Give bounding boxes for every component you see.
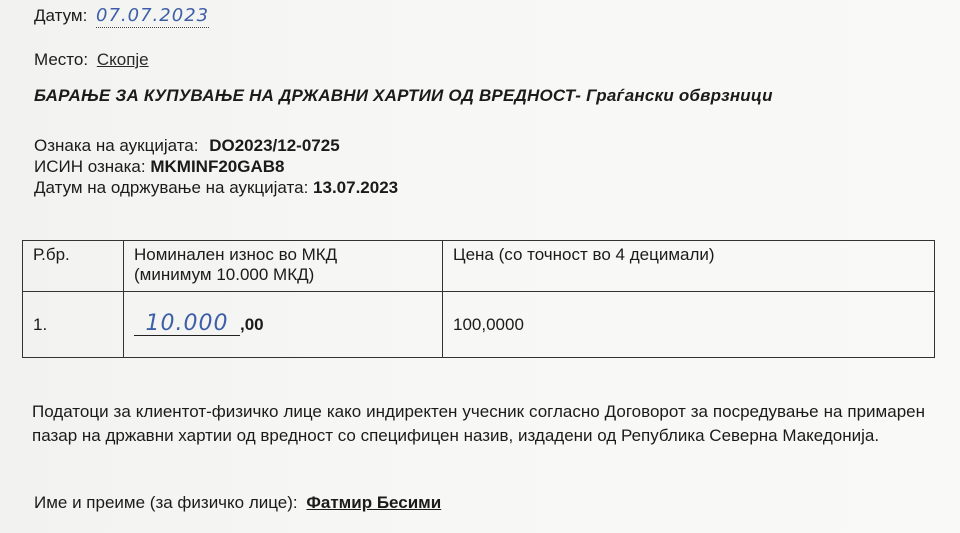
isin-value: MKMINF20GAB8	[150, 157, 285, 176]
bid-table	[22, 240, 935, 358]
place-label: Место:	[34, 50, 89, 69]
header-amount-line1: Номинален износ во МКД	[134, 245, 338, 264]
name-value[interactable]: Фатмир Бесими	[306, 493, 442, 512]
isin-label: ИСИН ознака:	[34, 157, 146, 176]
place-line	[34, 50, 149, 70]
row-number: 1.	[23, 292, 124, 358]
header-amount-line2: (минимум 10.000 МКД)	[134, 265, 315, 284]
header-price: Цена (со точност во 4 децимали)	[443, 241, 935, 292]
title-main: БАРАЊЕ ЗА КУПУВАЊЕ НА ДРЖАВНИ ХАРТИИ ОД ВРЕДНОСТ-	[34, 86, 582, 105]
auction-date-line	[34, 178, 398, 198]
auction-date-label: Датум на одржување на аукцијата:	[34, 178, 309, 197]
client-info-paragraph: Податоци за клиентот-физичко лице како индиректен учесник согласно Договорот за посредување на примарен пазар на државни хартии од вредност со специфицен назив, издадени од Република Северна Македонија.	[32, 402, 925, 445]
header-amount	[124, 241, 443, 292]
date-value[interactable]: 07.07.2023	[96, 5, 210, 26]
auction-code-line	[34, 136, 340, 156]
place-value[interactable]: Скопје	[96, 50, 149, 69]
auction-code-label: Ознака на аукцијата:	[34, 136, 199, 155]
auction-code-value: DO2023/12-0725	[209, 136, 340, 155]
table-row	[23, 292, 935, 358]
date-line	[34, 5, 209, 26]
date-label: Датум:	[34, 6, 88, 25]
price-cell: 100,0000	[443, 292, 935, 358]
auction-date-value: 13.07.2023	[313, 178, 399, 197]
page-title	[34, 86, 773, 106]
amount-cell[interactable]	[124, 292, 443, 358]
isin-line	[34, 157, 284, 177]
table-header-row	[23, 241, 935, 292]
title-sub: Граѓански обврзници	[581, 86, 773, 105]
header-number: Р.бр.	[23, 241, 124, 292]
amount-suffix: ,00	[240, 315, 264, 334]
name-label: Име и преиме (за физичко лице):	[34, 493, 298, 512]
name-line	[34, 493, 441, 513]
amount-handwritten[interactable]: 10.000	[134, 313, 240, 336]
